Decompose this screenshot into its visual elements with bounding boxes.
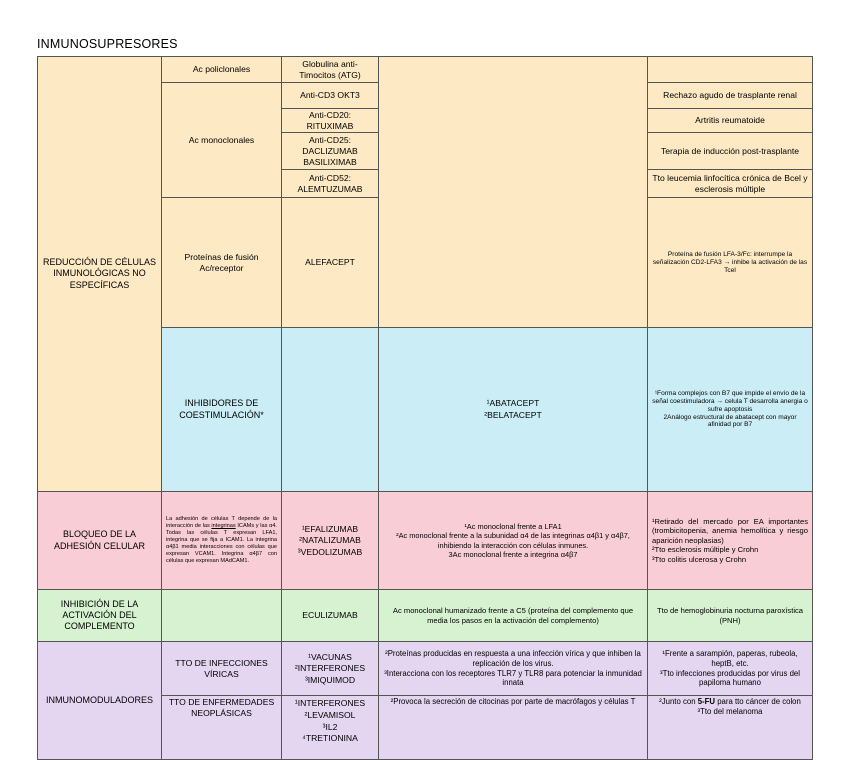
viricas-desc (379, 642, 648, 696)
drug-il2: ³IL2 (322, 721, 338, 732)
drug-eculizumab: ECULIZUMAB (282, 590, 379, 642)
viricas-drugs (282, 642, 379, 696)
neoplasicas-use-1-pre: ²Junto con (659, 697, 698, 707)
drug-interferones-neo: ¹INTERFERONES (294, 698, 366, 709)
neoplasicas-use (648, 696, 813, 760)
coestimulacion-empty (282, 327, 379, 491)
viricas-desc-2: ³Interacciona con los receptores TLR7 y TLR8 para potenciar la inmunidad innata (384, 668, 642, 688)
coestimulacion-desc-1: ¹Forma complejos con B7 que impide el envío de la señal coestimuladora → celula T desarrolla anergia o sufre apoptosis (652, 389, 808, 413)
adhesion-note-pre: La adhesión de células T depende de la interacción de las (166, 516, 277, 530)
drug-interferones: ²INTERFERONES (294, 663, 366, 674)
complemento-desc: Ac monoclonal humanizado frente a C5 (proteína del complemento que media los pasos en la activación del complemento) (379, 590, 648, 642)
anti-cd25-cell: Anti-CD25: DACLIZUMAB BASILIXIMAB (282, 133, 379, 170)
drug-vacunas: ¹VACUNAS (308, 651, 352, 662)
adhesion-desc-1: ¹Ac monoclonal frente a LFA1 (464, 522, 562, 532)
complemento-empty (162, 590, 282, 642)
drug-abatacept: ¹ABATACEPT (486, 398, 540, 409)
adhesion-desc-3: 3Ac monoclonal frente a integrina α4β7 (448, 549, 578, 559)
neoplasicas-use-1 (652, 697, 808, 707)
table-row (38, 590, 813, 642)
viricas-use-1: ¹Frente a sarampión, paperas, rubeola, heptB, etc. (662, 649, 798, 668)
viricas-desc-1: ²Proteínas producidas en respuesta a una infección vírica y que inhiben la replicación de los virus. (385, 649, 641, 668)
integrinas-link-text: integrinas (211, 523, 236, 530)
page-title: INMUNOSUPRESORES (37, 37, 178, 51)
use-leucemia: Tto leucemia linfocítica crónica de Bcel y esclerosis múltiple (648, 170, 813, 198)
neoplasicas-desc: ²Provoca la secreción de citocinas por parte de macrófagos y células T (379, 696, 648, 760)
coestimulacion-drugs (379, 327, 648, 491)
adhesion-use (648, 492, 813, 590)
adhesion-desc-2: ²Ac monoclonal frente a la subunidad α4 de las integrinas α4β1 y α4β7, inhibiendo la interacción con células inmunes. (396, 531, 630, 550)
adhesion-note (162, 492, 282, 590)
adhesion-desc (379, 492, 648, 590)
category-adhesion: BLOQUEO DE LA ADHESIÓN CELULAR (38, 492, 162, 590)
alefacept-desc: Proteína de fusión LFA-3/Fc: interrumpe la señalización CD2-LFA3 → inhibe la activación de las Tcel (648, 198, 813, 328)
adhesion-note-post: ICAMs y las α4. Todas las células T expresan LFA1, integrina que se fija a ICAM1. La integrina α4β1 media interacciones con células que expresan VCAM1. Integrina α4β7 con células que expresan MAdCAM1. (166, 523, 277, 565)
drug-belatacept: ²BELATACEPT (484, 410, 542, 421)
anti-cd20-cell: Anti-CD20: RITUXIMAB (282, 109, 379, 133)
policlonales-cell: Ac policlonales (162, 57, 282, 83)
use-induccion: Terapia de inducción post-trasplante (648, 133, 813, 170)
anti-cd52-cell: Anti-CD52: ALEMTUZUMAB (282, 170, 379, 198)
table-row (38, 57, 813, 83)
neoplasicas-use-1-post: para tto cáncer de colon (715, 697, 801, 707)
adhesion-use-1: ¹Retirado del mercado por EA importantes (trombicitopenia, anemia hemolítica y riesgo aparición neoplasias) (652, 516, 808, 545)
viricas-label: TTO DE INFECCIONES VÍRICAS (162, 642, 282, 696)
drug-vedolizumab: ³VEDOLIZUMAB (297, 547, 363, 558)
immunosuppressants-table (37, 56, 813, 760)
alefacept-cell: ALEFACEPT (282, 198, 379, 328)
viricas-use (648, 642, 813, 696)
reduccion-use-empty (648, 57, 813, 83)
monoclonales-cell: Ac monoclonales (162, 83, 282, 198)
coestimulacion-desc (648, 327, 813, 491)
table-row (38, 642, 813, 696)
drug-imiquimod: ³IMIQUIMOD (304, 675, 356, 686)
drug-tretionina: ⁴TRETIONINA (302, 733, 358, 744)
adhesion-use-3: ³Tto colitis ulcerosa y Crohn (652, 554, 747, 564)
reduccion-desc-empty (379, 57, 648, 328)
drug-natalizumab: ²NATALIZUMAB (299, 535, 361, 546)
use-rechazo-renal: Rechazo agudo de trasplante renal (648, 83, 813, 109)
adhesion-use-2: ²Tto esclerosis múltiple y Crohn (652, 545, 759, 555)
complemento-use: Tto de hemoglobinuria nocturna paroxística (PNH) (648, 590, 813, 642)
fusion-cell: Proteínas de fusión Ac/receptor (162, 198, 282, 328)
drug-levamisol: ²LEVAMISOL (304, 709, 356, 720)
adhesion-drugs (282, 492, 379, 590)
neoplasicas-label: TTO DE ENFERMEDADES NEOPLÁSICAS (162, 696, 282, 760)
anti-cd3-cell: Anti-CD3 OKT3 (282, 83, 379, 109)
table-row (38, 492, 813, 590)
atg-cell: Globulina anti-Timocitos (ATG) (282, 57, 379, 83)
neoplasicas-use-1-bold: 5-FU (697, 697, 716, 707)
coestimulacion-desc-2: 2Análogo estructural de abatacept con mayor afinidad por B7 (663, 413, 797, 429)
use-artritis: Artritis reumatoide (648, 109, 813, 133)
category-reduccion: REDUCCIÓN DE CÉLULAS INMUNOLÓGICAS NO ESPECÍFICAS (38, 57, 162, 492)
neoplasicas-use-2: ³Tto del melanoma (697, 706, 763, 716)
category-coestimulacion: INHIBIDORES DE COESTIMULACIÓN* (162, 327, 282, 491)
drug-efalizumab: ¹EFALIZUMAB (301, 523, 359, 534)
neoplasicas-drugs (282, 696, 379, 760)
category-inmunomoduladores: INMUNOMODULADORES (38, 642, 162, 760)
category-complemento: INHIBICIÓN DE LA ACTIVACIÓN DEL COMPLEMENTO (38, 590, 162, 642)
viricas-use-2: ³Tto infecciones producidas por virus del papiloma humano (660, 668, 800, 688)
